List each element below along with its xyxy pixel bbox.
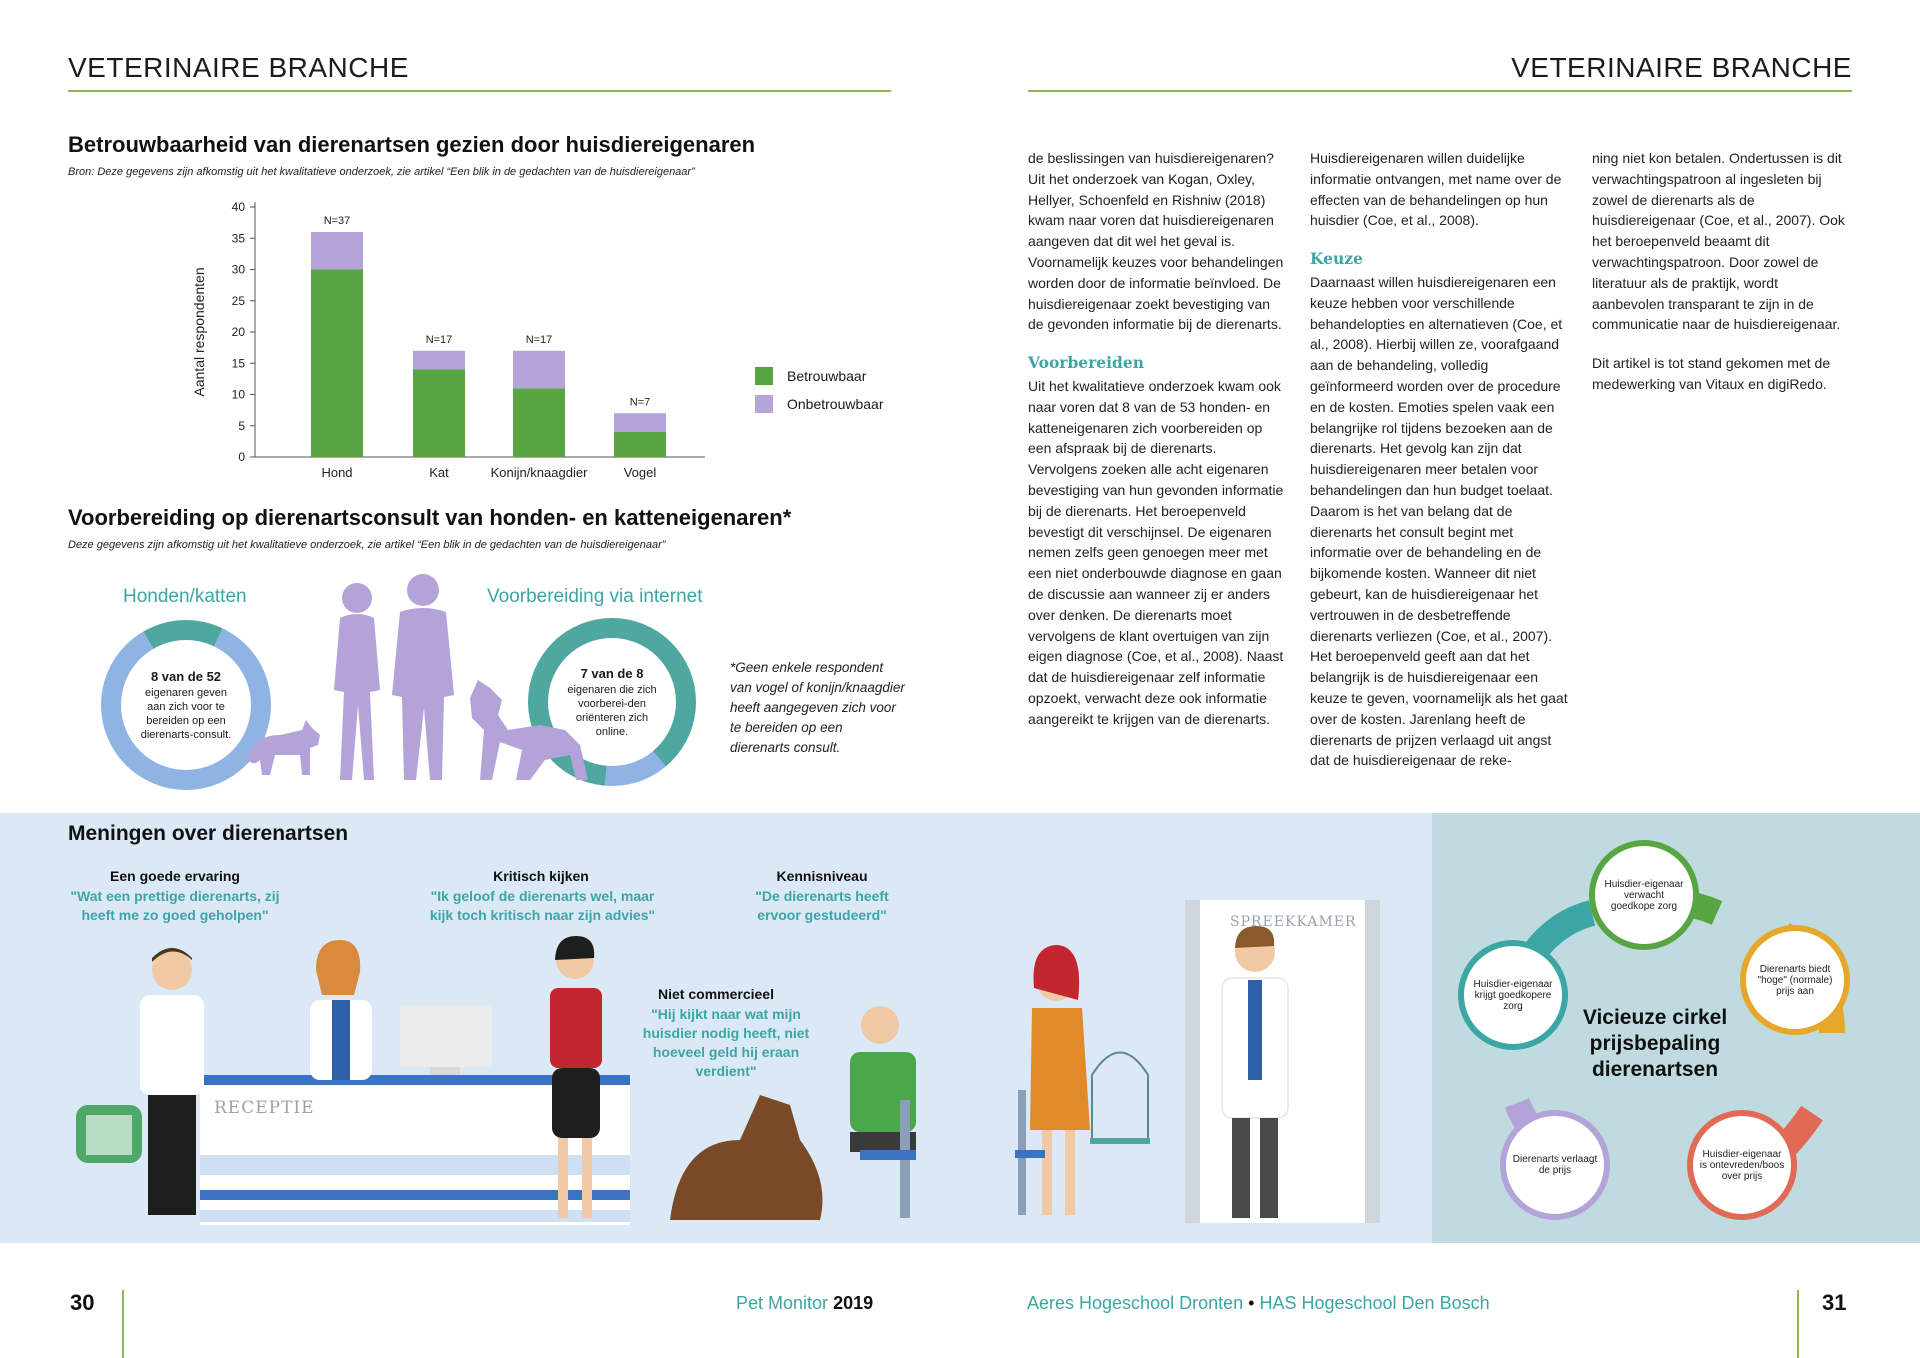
bar-total-label: N=17 [525,333,553,346]
right-page-number: 31 [1822,1290,1847,1315]
bar-total-label: N=7 [629,396,651,409]
cycle-node-4: Dierenarts verlaagt de prijs [1500,1110,1610,1220]
x-tick-label: Konijn/knaagdier [490,465,588,480]
article-col3-paragraph-1: ning niet kon betalen. Ondertussen is dit verwachtingspatroon al ingesleten bij zowel de dierenarts als de huisdiereigenaar (Coe, et al., 2007). Ook het beroepenveld beaamt dit verwachtingspatroon. Door zowel de literatuur als de praktijk, wordt aanbevolen transparant te zijn in de communicatie naar de huisdiereigenaar. [1592,150,1845,333]
opinion-quote-1: "Wat een prettige dierenarts, zij heeft me zo goed geholpen" [70,888,280,923]
reception-sign: RECEPTIE [214,1098,315,1118]
school-1: Aeres Hogeschool Dronten [1027,1293,1244,1313]
chart-source: Bron: Deze gegevens zijn afkomstig uit het kwalitatieve onderzoek, zie artikel “Een blik in de gedachten van de huisdiereigenaar” [68,166,695,178]
y-tick-label: 15 [231,356,245,371]
chart-title: Betrouwbaarheid van dierenartsen gezien door huisdiereigenaren [68,132,756,157]
opinion-title-3: Kennisniveau [776,868,868,884]
legend-label-onbetrouwbaar: Onbetrouwbaar [787,396,884,412]
ring1-value: 8 van de 52 [150,668,222,684]
cycle-node-5: Huisdier-eigenaar krijgt goedkopere zorg [1458,940,1568,1050]
owners-pets-silhouette [240,570,610,790]
legend-label-betrouwbaar: Betrouwbaar [787,368,867,384]
prep-source: Deze gegevens zijn afkomstig uit het kwalitatieve onderzoek, zie artikel “Een blik in de gedachten van de huisdiereigenaar” [68,539,666,551]
prep-title: Voorbereiding op dierenartsconsult van honden- en katteneigenaren* [68,505,792,530]
article-col3-paragraph-2: Dit artikel is tot stand gekomen met de medewerking van Vitaux en digiRedo. [1592,355,1831,392]
consultation-door [1185,900,1380,1223]
cycle-center-title: Vicieuze cirkel prijsbepaling dierenartsen [1582,1006,1728,1081]
legend-item-betrouwbaar [755,362,884,390]
bar-onbetrouwbaar [311,232,363,270]
chart-legend [755,362,884,418]
y-tick-label: 30 [231,262,245,277]
prep-footnote: *Geen enkele respondent van vogel of konijn/knaagdier heeft aangegeven zich voor te bereiden op een dierenarts consult. [730,660,905,755]
ring1-center [121,640,251,770]
left-page-number: 30 [70,1290,95,1315]
x-tick-label: Kat [429,465,449,480]
bar-total-label: N=37 [323,215,351,227]
right-header-rule [1028,90,1852,92]
cycle-node-2: Dierenarts biedt "hoge" (normale) prijs aan [1740,925,1850,1035]
left-header-rule [68,90,891,92]
left-footer-rule [122,1290,124,1358]
article-col1-paragraph-1: de beslissingen van huisdiereigenaren? Uit het onderzoek van Kogan, Oxley, Hellyer, Schoenfeld en Rishniw (2018) kwam naar voren dat huisdiereigenaren aangeven dat dit wel het geval is. Voornamelijk keuzes voor behandelingen worden door de informatie beïnvloed. De huisdiereigenaar zoekt bevestiging van de gevonden informatie bij de dierenarts. [1028,150,1284,333]
y-tick-label: 20 [231,325,245,339]
ring2-text: eigenaren die zich voorberei-den oriënteren zich online. [567,683,657,738]
bar-onbetrouwbaar [513,351,565,389]
y-tick-label: 40 [231,200,245,214]
bar-onbetrouwbaar [413,351,465,370]
publication-name [736,1293,873,1314]
y-tick-label: 0 [238,450,245,464]
y-axis-label: Aantal respondenten [191,267,207,397]
schools [1027,1293,1490,1314]
bar-betrouwbaar [311,270,363,458]
school-separator: • [1248,1293,1255,1313]
vet-at-desk [310,940,372,1080]
bar-betrouwbaar [513,388,565,457]
bar-onbetrouwbaar [614,413,666,432]
opinion-title-1: Een goede ervaring [110,868,240,884]
bar-betrouwbaar [614,432,666,457]
y-tick-label: 10 [231,387,245,402]
x-tick-label: Vogel [623,465,657,480]
bar-total-label: N=17 [425,333,453,346]
right-page-header: VETERINAIRE BRANCHE [1511,52,1852,83]
opinions-title: Meningen over dierenartsen [68,822,349,845]
bar-chart [180,190,720,490]
article-column-3 [1592,148,1850,395]
article-column-1 [1028,148,1286,730]
legend-swatch-betrouwbaar [755,367,773,385]
y-tick-label: 25 [231,293,245,308]
y-tick-label: 5 [238,418,245,433]
article-heading-keuze: Keuze [1310,249,1363,269]
dog-and-owner [670,1006,916,1220]
legend-item-onbetrouwbaar [755,390,884,418]
pub-year: 2019 [833,1293,874,1313]
vet-clinic-illustration [0,900,1432,1243]
opinion-title-4: Niet commercieel [658,986,774,1002]
bar-betrouwbaar [413,370,465,458]
school-2: HAS Hogeschool Den Bosch [1259,1293,1490,1313]
left-page-header: VETERINAIRE BRANCHE [68,52,409,83]
cycle-node-1: Huisdier-eigenaar verwacht goedkope zorg [1589,840,1699,950]
x-tick-label: Hond [321,465,353,480]
opinion-quote-2: "Ik geloof de dierenarts wel, maar kijk toch kritisch naar zijn advies" [429,888,656,923]
ring1-text: eigenaren geven aan zich voor te bereiden op een dierenarts-consult. [140,686,232,741]
man-with-carrier [76,948,204,1215]
article-heading-voorbereiden: Voorbereiden [1028,353,1145,373]
right-footer-rule [1797,1290,1799,1358]
consultation-door-sign: SPREEKKAMER [1230,914,1357,930]
cycle-node-3: Huisdier-eigenaar is ontevreden/boos over prijs [1687,1110,1797,1220]
legend-swatch-onbetrouwbaar [755,395,773,413]
ring2-label: Voorbereiding via internet [487,586,703,607]
article-col2-paragraph-2: Daarnaast willen huisdiereigenaren een keuze hebben voor verschillende behandelopties en alternatieven (Coe, et al., 2008). Hierbij willen ze, voorafgaand aan de behandeling, volledig geïnformeerd worden over de procedure en de kosten. Emoties spelen vaak een belangrijke rol tijdens bezoeken aan de dierenarts. Het gevolg kan zijn dat huisdiereigenaren meer betalen voor behandelingen dan hun budget toelaat. Daarom is het van belang dat de dierenarts het consult begint met informatie over de behandeling en de bijkomende kosten. Wanneer dit niet gebeurt, kan de huisdiereigenaar het vertrouwen in de desbetreffende dierenarts verliezen (Coe, et al., 2007). Het beroepenveld geeft aan dat het belangrijk is de huisdiereigenaar een keuze te geven, voornamelijk als het gaat over de kosten. Jarenlang heeft de dierenarts de prijzen verlaagd uit angst dat de huisdiereigenaar de reke- [1310,273,1568,769]
article-col2-paragraph-1: Huisdiereigenaren willen duidelijke informatie ontvangen, met name over de effecten van de behandelingen op hun huisdier (Coe, et al., 2008). [1310,150,1562,229]
article-column-2 [1310,148,1568,771]
pub-name: Pet Monitor [736,1293,829,1313]
woman-with-birdcage [1015,945,1150,1215]
article-col1-paragraph-2: Uit het kwalitatieve onderzoek kwam ook naar voren dat 8 van de 53 honden- en katteneigenaren zich voorbereiden op een afspraak bij de dierenarts. Vervolgens zoeken alle acht eigenaren bevestiging van hun gevonden informatie bij de dierenarts. Het beroepenveld bevestigt dit verschijnsel. De eigenaren nemen zelfs geen genoegen meer met een niet onderbouwde diagnose en gaan de discussie aan wanneer zij er anders over denken. De dierenarts moet vervolgens de klant overtuigen van zijn eigen diagnose (Coe, et al., 2008). Naast dat de huisdiereigenaar zelf informatie opzoekt, verwacht deze ook informatie aangereikt te krijgen van de dierenarts. [1028,377,1284,727]
ring2-value: 7 van de 8 [580,665,644,681]
y-tick-label: 35 [231,231,245,246]
opinion-title-2: Kritisch kijken [493,868,589,884]
ring1-label: Honden/katten [123,586,247,607]
opinion-quote-3: "De dierenarts heeft ervoor gestudeerd" [755,888,889,923]
opinion-quote-4: "Hij kijkt naar wat mijn huisdier nodig heeft, niet hoeveel geld hij eraan verdient" [642,1006,810,1079]
paragraph-gap [1592,335,1850,353]
